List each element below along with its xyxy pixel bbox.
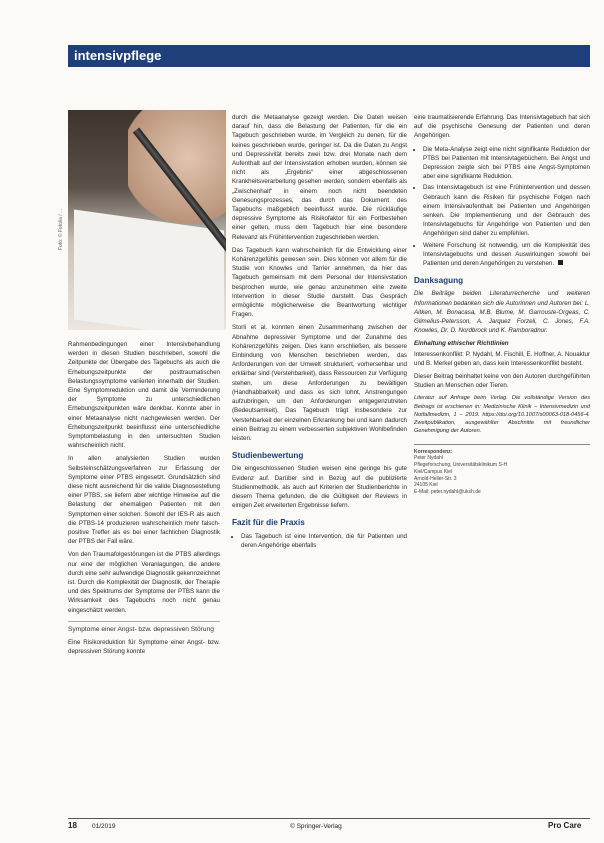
correspondence-line: Kiel/Campus Kiel (414, 468, 453, 475)
heading-danksagung: Danksagung (414, 276, 464, 286)
photo-paper (74, 209, 224, 330)
column-2 (232, 113, 407, 552)
paragraph: In allen analysierten Studien wurden Selbsteinschätzungsverfahren zur Erfassung der Symptome einer PTBS eingesetzt. Grundsätzlich sind diese nicht ausreichend für die valide Diagnosestellung einer PTBS, sie liefern aber wichtige Hinweise auf die Belastung der ehemaligen Patienten mit den Symptomen einer solchen. Sowohl der IES-R als auch die PTBS-14 produzieren wahrscheinlich mehr falsch-positive Treffer als es bei einer fachlichen Diagnostik der PTBS der Fall wäre. (68, 455, 220, 546)
correspondence-line: E-Mail: peter.nydahl@uksh.de (414, 489, 481, 496)
fazit-list-continued (414, 145, 590, 269)
page-number: 18 (68, 821, 77, 830)
ethics-heading: Einhaltung ethischer Richtlinien (414, 340, 509, 348)
paragraph: Von den Traumafolgestörungen ist die PTBS allerdings nur eine der möglichen Veranlagungen, die andere durch eine sehr aufwendige Diagnostik gekennzeichnet ist. Durch die Komplexität der Diagnostik, der Therapie und des Spektrums der Symptome der PTBS kann die Wirksamkeit des Tagebuchs noch nicht genau eingeschätzt werden. (68, 551, 220, 614)
section-title: intensivpflege (74, 48, 162, 63)
ethics-text-2: Dieser Beitrag beinhaltet keine von den Autoren durchgeführten Studien an Menschen oder Tieren. (414, 373, 590, 390)
paragraph: Storli et al. konnten einen Zusammenhang zwischen der Abnahme depressiver Symptome und der Zunahme des Kohärenzgefühls zeigen. Dies kann erschließen, als bessere Einbindung von Menschen beschrieben werden, das Anforderungen von der Umwelt strukturiert, vorhersehbar und erklärbar sind (Verstehbarkeit), dass Ressourcen zur Verfügung stehen, um diese Anforderungen zu bewältigen (Handhabbarkeit) und dass es sich lohnt, Anstrengungen aufzubringen, um den Anforderungen entgegenzutreten (Bedeutsamkeit). Das Tagebuch trägt insbesondere zur Verstehbarkeit der einzelnen Erkrankung bei und kann dadurch einen Beitrag zu einem verbesserten subjektiven Wohlbefinden leisten. (232, 324, 407, 442)
paragraph: Eine Risikoreduktion für Symptome einer Angst- bzw. depressiven Störung konnte (68, 639, 220, 656)
ethics-text: Interessenkonflikt: P. Nydahl, M. Fischill, E. Hoffner, A. Nouaktur und B. Merkel geben an, dass kein Interessenkonflikt besteht. (414, 350, 590, 367)
correspondence-line: Pflegeforschung, Universitätsklinikum S-H (414, 462, 508, 469)
photo-writing-diary (68, 110, 226, 330)
paragraph: durch die Metaanalyse gezeigt werden. Die Daten weisen darauf hin, dass die Belastung der Patienten, für die ein Tagebuch geschrieben wurde, im Vergleich zu denen, für die keines geschrieben wurde, geringer ist. Da die Daten zu Angst und Depressivität bereits zwei bzw. drei Monate nach dem Aufenthalt auf der Intensivstation erhoben wurden, können sie nicht als „Ergebnis“ einer abgeschlossenen Krankheitsverarbeitung gesehen werden, sondern ebenfalls als „Zwischenhalt“ in einem noch nicht beendeten Genesungsprozesses, das durch das Dokument des Tagebuchs maßgeblich beeinflusst wurde. Die rückläufige depressive Symptome als Risikofaktor für ein Fortbestehen einer gelten, muss dem Tagebuch hier eine besondere Relevanz als Frühintervention zugeschrieben werden. (232, 114, 407, 241)
photo-credit: Foto: © Fotolia / ... (58, 208, 64, 250)
paragraph: Das Tagebuch kann wahrscheinlich für die Entwicklung einer Kohärenzgefühls gewesen sein. Dies können vor allem für die Studie von Knowles und Tarrier annehmen, da hier das Tagebuch gemeinsam mit dem Personal der Intensivstation besprochen wurde, wie genau anzunehmen eine zweite Intervention in dieser Studie darstellt. Das Gespräch ermöglichte möglicherweise die Beantwortung wichtiger Fragen. (232, 246, 407, 319)
correspondence-line: Arnold-Heller-Str. 3 (414, 475, 457, 482)
literature-note: Literatur auf Anfrage beim Verlag. Die vollständige Version des Beitrags ist erschienen in: Medizinische Klinik – Intensivmedizin und Notfallmedizin, 1 – 2019. https://doi.org/10.1007/s00063-018-0456-4. Zweitpublikation, ausgewählter Abschnitte mit freundlicher Genehmigung der Autoren. (414, 395, 590, 435)
list-item: • Das Tagebuch ist eine Intervention, die für Patienten und deren Angehörige ebenfalls (241, 532, 407, 550)
paragraph: eine traumatisierende Erfahrung. Das Intensivtagebuch hat sich auf die psychische Genesung der Patienten und deren Angehörigen. (414, 114, 590, 140)
end-mark-icon (558, 260, 563, 265)
thanks-text: Die Beiträge beiden Literaturrecherche und weiteren Informationen bedanken sich die Autorinnen und Autoren bei: L. Aitken, M. Bonacasa, M.B. Blume, M. Garrouste-Orgeas, C. Glimelius-Petersson, A. Jarquez Forzeli, C. Jones, F.A. Knowles, Dr. D. Nordbrock und K. Ramboradnur. (414, 290, 590, 335)
list-item (423, 241, 590, 269)
heading-studienbewertung: Studienbewertung (232, 451, 304, 461)
list-item: • Das Intensivtagebuch ist eine Frühintervention und dessen Gebrauch kann die Risiken für psychische Folgen nach einem Intensivaufenthalt bei Patienten und Angehörigen senken. Die Implementierung und der Gebrauch des Intensivtagebuchs für Angehörige von Patienten und den Angehörigen sind daher zu empfehlen. (423, 183, 590, 238)
paragraph: Die eingeschlossenen Studien weisen eine geringe bis gute Evidenz auf. Darüber sind in Bezug auf die publizierte Studienmethodik, als auch auf Kriterien der Studienberichte in diesem Thema gefunden, die die Gültigkeit der Reviews in einigen Zeit erweiterten Ergebnisse liefern. (232, 465, 407, 510)
correspondence-line: 24105 Kiel (414, 482, 438, 489)
column-1 (68, 340, 220, 661)
journal-name: Pro Care (548, 821, 582, 830)
publisher: © Springer-Verlag (290, 823, 342, 830)
correspondence-line: Peter Nydahl (414, 455, 443, 462)
subheading: Symptome einer Angst- bzw. depressiven Störung (68, 621, 220, 634)
fazit-list (232, 532, 407, 550)
issue-number: 01/2019 (92, 823, 116, 830)
paragraph: Rahmenbedingungen einer Intensivbehandlung werden in diesen Studien beschrieben, sowohl die Zeitpunkte der Übergabe des Tagebuchs als auch die Erhebungszeitpunkte der posttraumatischen Belastungssymptome variierten innerhalb der Studien. Eine Symptomreduktion und damit die Verminderung der Symptome zu unterschiedlichen Erhebungszeitpunkten wäre denkbar. Konnte aber in einer Metaanalyse nicht nachgewiesen werden. Der Erhebungszeitpunkt beeinflusst eine unterschiedliche Symptombelastung in den untersuchten Studien wahrscheinlich nicht. (68, 341, 220, 450)
footer-divider (68, 818, 590, 819)
heading-fazit: Fazit für die Praxis (232, 518, 305, 528)
correspondence-label: Korrespondenz: (414, 448, 453, 455)
photo-hand (128, 110, 226, 230)
list-item-text: Weitere Forschung ist notwendig, um die Komplexität des Intensivtagebuchs und dessen Auswirkungen sowohl bei Patienten und deren Angehörigen zu verstehen. (423, 241, 590, 268)
section-header-bar (68, 45, 590, 67)
column-3 (414, 113, 590, 496)
list-item: • Die Meta-Analyse zeigt eine nicht signifikante Reduktion der PTBS bei Patienten mit Intensivtagebüchern. Bei Angst und Depression zeigte sich bei PTBS eine Angst-Symptomen aber eine signifikante Reduktion. (423, 145, 590, 182)
correspondence-box (414, 444, 590, 497)
